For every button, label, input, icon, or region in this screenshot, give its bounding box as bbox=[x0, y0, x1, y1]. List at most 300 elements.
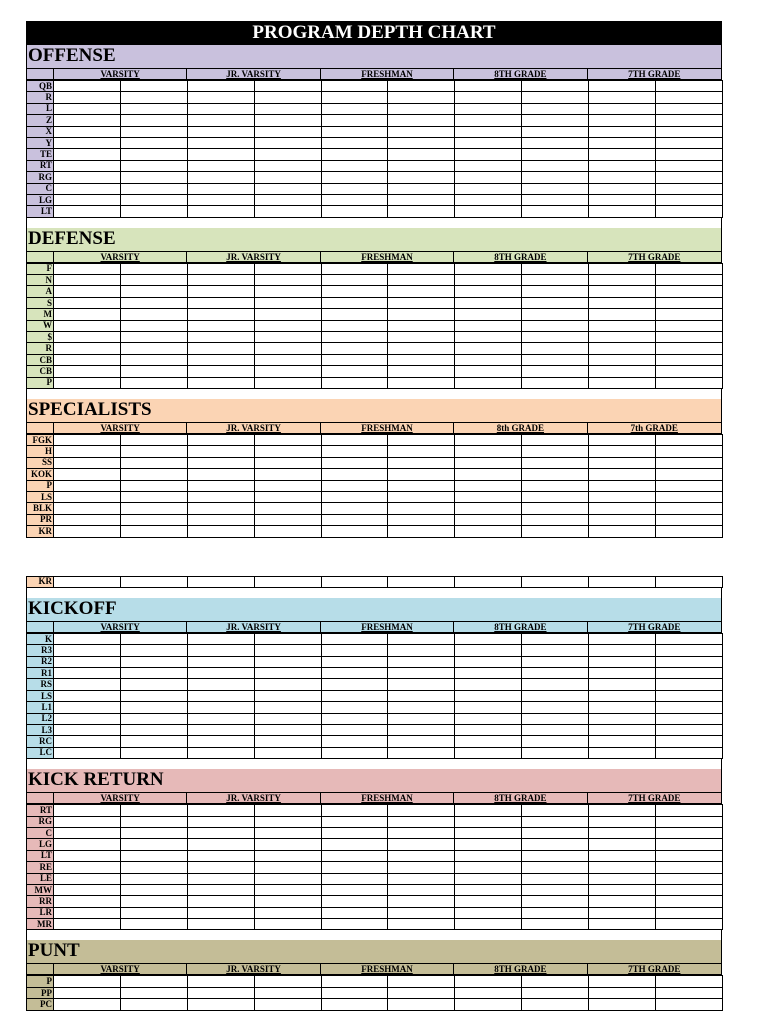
player-cell[interactable] bbox=[321, 999, 388, 1010]
player-cell[interactable] bbox=[455, 480, 522, 491]
player-cell[interactable] bbox=[321, 976, 388, 987]
player-cell[interactable] bbox=[455, 434, 522, 445]
player-cell[interactable] bbox=[54, 736, 121, 747]
player-cell[interactable] bbox=[54, 576, 121, 587]
player-cell[interactable] bbox=[321, 713, 388, 724]
player-cell[interactable] bbox=[522, 103, 589, 114]
player-cell[interactable] bbox=[54, 286, 121, 297]
player-cell[interactable] bbox=[522, 873, 589, 884]
player-cell[interactable] bbox=[54, 172, 121, 183]
player-cell[interactable] bbox=[321, 514, 388, 525]
player-cell[interactable] bbox=[522, 206, 589, 217]
player-cell[interactable] bbox=[656, 103, 723, 114]
player-cell[interactable] bbox=[455, 377, 522, 388]
player-cell[interactable] bbox=[120, 115, 187, 126]
player-cell[interactable] bbox=[54, 850, 121, 861]
player-cell[interactable] bbox=[522, 491, 589, 502]
player-cell[interactable] bbox=[254, 491, 321, 502]
player-cell[interactable] bbox=[589, 736, 656, 747]
player-cell[interactable] bbox=[254, 332, 321, 343]
player-cell[interactable] bbox=[120, 149, 187, 160]
player-cell[interactable] bbox=[388, 92, 455, 103]
player-cell[interactable] bbox=[321, 690, 388, 701]
player-cell[interactable] bbox=[254, 480, 321, 491]
player-cell[interactable] bbox=[589, 81, 656, 92]
player-cell[interactable] bbox=[656, 354, 723, 365]
player-cell[interactable] bbox=[589, 576, 656, 587]
player-cell[interactable] bbox=[187, 839, 254, 850]
player-cell[interactable] bbox=[254, 377, 321, 388]
player-cell[interactable] bbox=[120, 645, 187, 656]
player-cell[interactable] bbox=[656, 576, 723, 587]
player-cell[interactable] bbox=[187, 457, 254, 468]
player-cell[interactable] bbox=[656, 725, 723, 736]
player-cell[interactable] bbox=[388, 206, 455, 217]
player-cell[interactable] bbox=[321, 816, 388, 827]
player-cell[interactable] bbox=[589, 919, 656, 930]
player-cell[interactable] bbox=[54, 873, 121, 884]
player-cell[interactable] bbox=[656, 343, 723, 354]
player-cell[interactable] bbox=[522, 332, 589, 343]
player-cell[interactable] bbox=[455, 115, 522, 126]
player-cell[interactable] bbox=[120, 999, 187, 1010]
player-cell[interactable] bbox=[589, 354, 656, 365]
player-cell[interactable] bbox=[254, 160, 321, 171]
player-cell[interactable] bbox=[120, 434, 187, 445]
player-cell[interactable] bbox=[321, 366, 388, 377]
player-cell[interactable] bbox=[522, 354, 589, 365]
player-cell[interactable] bbox=[254, 884, 321, 895]
player-cell[interactable] bbox=[388, 679, 455, 690]
player-cell[interactable] bbox=[589, 862, 656, 873]
player-cell[interactable] bbox=[656, 366, 723, 377]
player-cell[interactable] bbox=[120, 679, 187, 690]
player-cell[interactable] bbox=[254, 263, 321, 274]
player-cell[interactable] bbox=[656, 526, 723, 537]
player-cell[interactable] bbox=[254, 126, 321, 137]
player-cell[interactable] bbox=[388, 126, 455, 137]
player-cell[interactable] bbox=[388, 115, 455, 126]
player-cell[interactable] bbox=[656, 976, 723, 987]
player-cell[interactable] bbox=[656, 656, 723, 667]
player-cell[interactable] bbox=[522, 469, 589, 480]
player-cell[interactable] bbox=[656, 263, 723, 274]
player-cell[interactable] bbox=[254, 850, 321, 861]
player-cell[interactable] bbox=[321, 137, 388, 148]
player-cell[interactable] bbox=[388, 309, 455, 320]
player-cell[interactable] bbox=[589, 976, 656, 987]
player-cell[interactable] bbox=[656, 434, 723, 445]
player-cell[interactable] bbox=[388, 286, 455, 297]
player-cell[interactable] bbox=[187, 907, 254, 918]
player-cell[interactable] bbox=[522, 377, 589, 388]
player-cell[interactable] bbox=[455, 491, 522, 502]
player-cell[interactable] bbox=[120, 92, 187, 103]
player-cell[interactable] bbox=[187, 469, 254, 480]
player-cell[interactable] bbox=[388, 332, 455, 343]
player-cell[interactable] bbox=[254, 206, 321, 217]
player-cell[interactable] bbox=[589, 126, 656, 137]
player-cell[interactable] bbox=[120, 976, 187, 987]
player-cell[interactable] bbox=[54, 81, 121, 92]
player-cell[interactable] bbox=[522, 115, 589, 126]
player-cell[interactable] bbox=[589, 103, 656, 114]
player-cell[interactable] bbox=[656, 160, 723, 171]
player-cell[interactable] bbox=[321, 469, 388, 480]
player-cell[interactable] bbox=[522, 172, 589, 183]
player-cell[interactable] bbox=[187, 297, 254, 308]
player-cell[interactable] bbox=[589, 263, 656, 274]
player-cell[interactable] bbox=[187, 668, 254, 679]
player-cell[interactable] bbox=[589, 480, 656, 491]
player-cell[interactable] bbox=[522, 816, 589, 827]
player-cell[interactable] bbox=[522, 884, 589, 895]
player-cell[interactable] bbox=[120, 987, 187, 998]
player-cell[interactable] bbox=[54, 633, 121, 644]
player-cell[interactable] bbox=[54, 919, 121, 930]
player-cell[interactable] bbox=[54, 115, 121, 126]
player-cell[interactable] bbox=[321, 907, 388, 918]
player-cell[interactable] bbox=[455, 343, 522, 354]
player-cell[interactable] bbox=[321, 503, 388, 514]
player-cell[interactable] bbox=[321, 645, 388, 656]
player-cell[interactable] bbox=[656, 919, 723, 930]
player-cell[interactable] bbox=[656, 747, 723, 758]
player-cell[interactable] bbox=[522, 987, 589, 998]
player-cell[interactable] bbox=[589, 839, 656, 850]
player-cell[interactable] bbox=[656, 491, 723, 502]
player-cell[interactable] bbox=[455, 92, 522, 103]
player-cell[interactable] bbox=[455, 576, 522, 587]
player-cell[interactable] bbox=[589, 115, 656, 126]
player-cell[interactable] bbox=[321, 725, 388, 736]
player-cell[interactable] bbox=[187, 713, 254, 724]
player-cell[interactable] bbox=[589, 275, 656, 286]
player-cell[interactable] bbox=[455, 263, 522, 274]
player-cell[interactable] bbox=[656, 194, 723, 205]
player-cell[interactable] bbox=[254, 816, 321, 827]
player-cell[interactable] bbox=[656, 446, 723, 457]
player-cell[interactable] bbox=[254, 309, 321, 320]
player-cell[interactable] bbox=[589, 206, 656, 217]
player-cell[interactable] bbox=[455, 645, 522, 656]
player-cell[interactable] bbox=[589, 827, 656, 838]
player-cell[interactable] bbox=[120, 827, 187, 838]
player-cell[interactable] bbox=[254, 576, 321, 587]
player-cell[interactable] bbox=[120, 907, 187, 918]
player-cell[interactable] bbox=[54, 656, 121, 667]
player-cell[interactable] bbox=[589, 645, 656, 656]
player-cell[interactable] bbox=[656, 633, 723, 644]
player-cell[interactable] bbox=[656, 645, 723, 656]
player-cell[interactable] bbox=[589, 320, 656, 331]
player-cell[interactable] bbox=[120, 457, 187, 468]
player-cell[interactable] bbox=[656, 297, 723, 308]
player-cell[interactable] bbox=[54, 480, 121, 491]
player-cell[interactable] bbox=[120, 469, 187, 480]
player-cell[interactable] bbox=[656, 206, 723, 217]
player-cell[interactable] bbox=[522, 434, 589, 445]
player-cell[interactable] bbox=[321, 172, 388, 183]
player-cell[interactable] bbox=[120, 297, 187, 308]
player-cell[interactable] bbox=[388, 850, 455, 861]
player-cell[interactable] bbox=[321, 919, 388, 930]
player-cell[interactable] bbox=[656, 149, 723, 160]
player-cell[interactable] bbox=[656, 999, 723, 1010]
player-cell[interactable] bbox=[388, 320, 455, 331]
player-cell[interactable] bbox=[54, 999, 121, 1010]
player-cell[interactable] bbox=[656, 862, 723, 873]
player-cell[interactable] bbox=[120, 702, 187, 713]
player-cell[interactable] bbox=[120, 194, 187, 205]
player-cell[interactable] bbox=[54, 457, 121, 468]
player-cell[interactable] bbox=[388, 446, 455, 457]
player-cell[interactable] bbox=[589, 366, 656, 377]
player-cell[interactable] bbox=[321, 263, 388, 274]
player-cell[interactable] bbox=[388, 81, 455, 92]
player-cell[interactable] bbox=[522, 679, 589, 690]
player-cell[interactable] bbox=[254, 103, 321, 114]
player-cell[interactable] bbox=[321, 987, 388, 998]
player-cell[interactable] bbox=[187, 690, 254, 701]
player-cell[interactable] bbox=[656, 81, 723, 92]
player-cell[interactable] bbox=[54, 297, 121, 308]
player-cell[interactable] bbox=[522, 126, 589, 137]
player-cell[interactable] bbox=[656, 827, 723, 838]
player-cell[interactable] bbox=[589, 816, 656, 827]
player-cell[interactable] bbox=[254, 873, 321, 884]
player-cell[interactable] bbox=[254, 366, 321, 377]
player-cell[interactable] bbox=[254, 183, 321, 194]
player-cell[interactable] bbox=[321, 332, 388, 343]
player-cell[interactable] bbox=[388, 805, 455, 816]
player-cell[interactable] bbox=[120, 491, 187, 502]
player-cell[interactable] bbox=[388, 976, 455, 987]
player-cell[interactable] bbox=[656, 805, 723, 816]
player-cell[interactable] bbox=[522, 976, 589, 987]
player-cell[interactable] bbox=[187, 725, 254, 736]
player-cell[interactable] bbox=[522, 514, 589, 525]
player-cell[interactable] bbox=[589, 160, 656, 171]
player-cell[interactable] bbox=[120, 736, 187, 747]
player-cell[interactable] bbox=[54, 332, 121, 343]
player-cell[interactable] bbox=[54, 446, 121, 457]
player-cell[interactable] bbox=[187, 503, 254, 514]
player-cell[interactable] bbox=[321, 81, 388, 92]
player-cell[interactable] bbox=[254, 526, 321, 537]
player-cell[interactable] bbox=[254, 92, 321, 103]
player-cell[interactable] bbox=[455, 194, 522, 205]
player-cell[interactable] bbox=[522, 919, 589, 930]
player-cell[interactable] bbox=[321, 92, 388, 103]
player-cell[interactable] bbox=[589, 999, 656, 1010]
player-cell[interactable] bbox=[522, 736, 589, 747]
player-cell[interactable] bbox=[254, 354, 321, 365]
player-cell[interactable] bbox=[388, 702, 455, 713]
player-cell[interactable] bbox=[388, 736, 455, 747]
player-cell[interactable] bbox=[187, 320, 254, 331]
player-cell[interactable] bbox=[120, 366, 187, 377]
player-cell[interactable] bbox=[522, 827, 589, 838]
player-cell[interactable] bbox=[589, 469, 656, 480]
player-cell[interactable] bbox=[187, 137, 254, 148]
player-cell[interactable] bbox=[321, 702, 388, 713]
player-cell[interactable] bbox=[321, 103, 388, 114]
player-cell[interactable] bbox=[120, 873, 187, 884]
player-cell[interactable] bbox=[254, 81, 321, 92]
player-cell[interactable] bbox=[321, 446, 388, 457]
player-cell[interactable] bbox=[589, 457, 656, 468]
player-cell[interactable] bbox=[455, 137, 522, 148]
player-cell[interactable] bbox=[455, 725, 522, 736]
player-cell[interactable] bbox=[321, 354, 388, 365]
player-cell[interactable] bbox=[254, 702, 321, 713]
player-cell[interactable] bbox=[656, 873, 723, 884]
player-cell[interactable] bbox=[187, 747, 254, 758]
player-cell[interactable] bbox=[54, 160, 121, 171]
player-cell[interactable] bbox=[455, 976, 522, 987]
player-cell[interactable] bbox=[656, 286, 723, 297]
player-cell[interactable] bbox=[120, 713, 187, 724]
player-cell[interactable] bbox=[589, 713, 656, 724]
player-cell[interactable] bbox=[522, 81, 589, 92]
player-cell[interactable] bbox=[455, 884, 522, 895]
player-cell[interactable] bbox=[589, 149, 656, 160]
player-cell[interactable] bbox=[187, 354, 254, 365]
player-cell[interactable] bbox=[388, 713, 455, 724]
player-cell[interactable] bbox=[187, 126, 254, 137]
player-cell[interactable] bbox=[589, 884, 656, 895]
player-cell[interactable] bbox=[455, 183, 522, 194]
player-cell[interactable] bbox=[321, 457, 388, 468]
player-cell[interactable] bbox=[187, 976, 254, 987]
player-cell[interactable] bbox=[388, 434, 455, 445]
player-cell[interactable] bbox=[388, 172, 455, 183]
player-cell[interactable] bbox=[388, 999, 455, 1010]
player-cell[interactable] bbox=[522, 907, 589, 918]
player-cell[interactable] bbox=[388, 576, 455, 587]
player-cell[interactable] bbox=[321, 377, 388, 388]
player-cell[interactable] bbox=[54, 976, 121, 987]
player-cell[interactable] bbox=[187, 172, 254, 183]
player-cell[interactable] bbox=[522, 149, 589, 160]
player-cell[interactable] bbox=[54, 645, 121, 656]
player-cell[interactable] bbox=[455, 873, 522, 884]
player-cell[interactable] bbox=[254, 194, 321, 205]
player-cell[interactable] bbox=[187, 160, 254, 171]
player-cell[interactable] bbox=[321, 480, 388, 491]
player-cell[interactable] bbox=[187, 919, 254, 930]
player-cell[interactable] bbox=[54, 366, 121, 377]
player-cell[interactable] bbox=[388, 816, 455, 827]
player-cell[interactable] bbox=[589, 526, 656, 537]
player-cell[interactable] bbox=[120, 656, 187, 667]
player-cell[interactable] bbox=[254, 656, 321, 667]
player-cell[interactable] bbox=[54, 469, 121, 480]
player-cell[interactable] bbox=[254, 805, 321, 816]
player-cell[interactable] bbox=[388, 366, 455, 377]
player-cell[interactable] bbox=[455, 668, 522, 679]
player-cell[interactable] bbox=[455, 656, 522, 667]
player-cell[interactable] bbox=[120, 103, 187, 114]
player-cell[interactable] bbox=[589, 873, 656, 884]
player-cell[interactable] bbox=[54, 514, 121, 525]
player-cell[interactable] bbox=[656, 137, 723, 148]
player-cell[interactable] bbox=[522, 747, 589, 758]
player-cell[interactable] bbox=[388, 263, 455, 274]
player-cell[interactable] bbox=[589, 172, 656, 183]
player-cell[interactable] bbox=[120, 896, 187, 907]
player-cell[interactable] bbox=[656, 816, 723, 827]
player-cell[interactable] bbox=[656, 183, 723, 194]
player-cell[interactable] bbox=[120, 446, 187, 457]
player-cell[interactable] bbox=[321, 183, 388, 194]
player-cell[interactable] bbox=[54, 320, 121, 331]
player-cell[interactable] bbox=[321, 149, 388, 160]
player-cell[interactable] bbox=[455, 286, 522, 297]
player-cell[interactable] bbox=[187, 366, 254, 377]
player-cell[interactable] bbox=[54, 907, 121, 918]
player-cell[interactable] bbox=[120, 805, 187, 816]
player-cell[interactable] bbox=[54, 679, 121, 690]
player-cell[interactable] bbox=[187, 896, 254, 907]
player-cell[interactable] bbox=[187, 873, 254, 884]
player-cell[interactable] bbox=[321, 126, 388, 137]
player-cell[interactable] bbox=[187, 194, 254, 205]
player-cell[interactable] bbox=[187, 736, 254, 747]
player-cell[interactable] bbox=[522, 480, 589, 491]
player-cell[interactable] bbox=[254, 286, 321, 297]
player-cell[interactable] bbox=[388, 503, 455, 514]
player-cell[interactable] bbox=[187, 275, 254, 286]
player-cell[interactable] bbox=[656, 503, 723, 514]
player-cell[interactable] bbox=[388, 160, 455, 171]
player-cell[interactable] bbox=[187, 679, 254, 690]
player-cell[interactable] bbox=[388, 491, 455, 502]
player-cell[interactable] bbox=[187, 343, 254, 354]
player-cell[interactable] bbox=[120, 343, 187, 354]
player-cell[interactable] bbox=[187, 850, 254, 861]
player-cell[interactable] bbox=[656, 514, 723, 525]
player-cell[interactable] bbox=[54, 526, 121, 537]
player-cell[interactable] bbox=[656, 668, 723, 679]
player-cell[interactable] bbox=[522, 503, 589, 514]
player-cell[interactable] bbox=[589, 896, 656, 907]
player-cell[interactable] bbox=[120, 633, 187, 644]
player-cell[interactable] bbox=[254, 690, 321, 701]
player-cell[interactable] bbox=[54, 491, 121, 502]
player-cell[interactable] bbox=[254, 320, 321, 331]
player-cell[interactable] bbox=[254, 434, 321, 445]
player-cell[interactable] bbox=[321, 160, 388, 171]
player-cell[interactable] bbox=[321, 679, 388, 690]
player-cell[interactable] bbox=[589, 514, 656, 525]
player-cell[interactable] bbox=[54, 275, 121, 286]
player-cell[interactable] bbox=[656, 987, 723, 998]
player-cell[interactable] bbox=[522, 343, 589, 354]
player-cell[interactable] bbox=[120, 309, 187, 320]
player-cell[interactable] bbox=[187, 816, 254, 827]
player-cell[interactable] bbox=[388, 862, 455, 873]
player-cell[interactable] bbox=[656, 172, 723, 183]
player-cell[interactable] bbox=[589, 343, 656, 354]
player-cell[interactable] bbox=[522, 633, 589, 644]
player-cell[interactable] bbox=[187, 633, 254, 644]
player-cell[interactable] bbox=[54, 126, 121, 137]
player-cell[interactable] bbox=[388, 183, 455, 194]
player-cell[interactable] bbox=[455, 275, 522, 286]
player-cell[interactable] bbox=[54, 862, 121, 873]
